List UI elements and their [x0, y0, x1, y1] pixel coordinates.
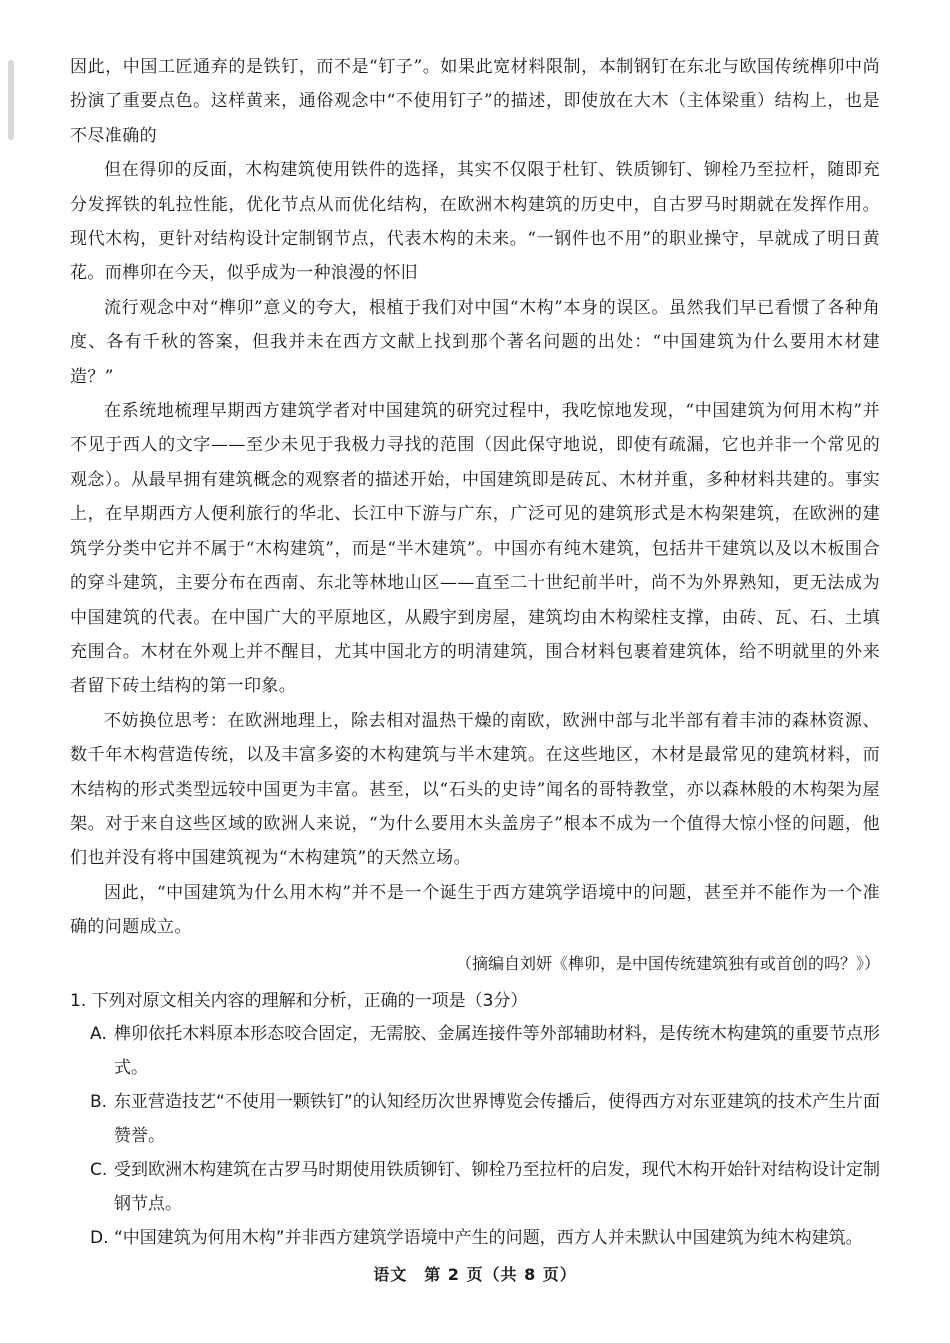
passage-paragraph-4: 在系统地梳理早期西方建筑学者对中国建筑的研究过程中，我吃惊地发现，“中国建筑为何用木构”并不见于西人的文字——至少未见于我极力寻找的范围（因此保守地说，即使有疏漏，它也并非一个常见的观念）。从最早拥有建筑概念的观察者的描述开始，中国建筑即是砖瓦、木材并重，多种材料共建的。事实上，在早期西方人便利旅行的华北、长江中下游与广东，广泛可见的建筑形式是木构架建筑，在欧洲的建筑学分类中它并不属于“木构建筑”，而是“半木建筑”。中国亦有纯木建筑，包括井干建筑以及以木板围合的穿斗建筑，主要分布在西南、东北等林地山区——直至二十世纪前半叶，尚不为外界熟知，更无法成为中国建筑的代表。在中国广大的平原地区，从殿宇到房屋，建筑均由木构梁柱支撑，由砖、瓦、石、土填充围合。木材在外观上并不醒目，尤其中国北方的明清建筑，围合材料包裹着建筑体，给不明就里的外来者留下砖土结构的第一印象。 — [70, 401, 880, 697]
option-letter: C. — [90, 1159, 108, 1180]
passage-source: （摘编自刘妍《榫卯，是中国传统建筑独有或首创的吗？》） — [455, 953, 880, 973]
scrollbar-thumb[interactable] — [8, 60, 14, 140]
option-text: 榫卯依托木料原本形态咬合固定，无需胶、金属连接件等外部辅助材料，是传统木构建筑的重要节点形式。 — [114, 1023, 880, 1078]
passage-paragraph-5: 不妨换位思考：在欧洲地理上，除去相对温热干燥的南欧，欧洲中部与北半部有着丰沛的森林资源、数千年木构营造传统，以及丰富多姿的木构建筑与半木建筑。在这些地区，木材是最常见的建筑材料，而木结构的形式类型远较中国更为丰富。甚至，以“石头的史诗”闻名的哥特教堂，亦以森林般的木构架为屋架。对于来自这些区域的欧洲人来说，“为什么要用木头盖房子”根本不成为一个值得大惊小怪的问题，他们也并没有将中国建筑视为“木构建筑”的天然立场。 — [70, 710, 880, 869]
option-c — [70, 1153, 880, 1221]
passage-paragraph-2: 但在得卯的反面，木构建筑使用铁件的选择，其实不仅限于杜钉、铁质铆钉、铆栓乃至拉杆，随即充分发挥铁的轧拉性能，优化节点从而优化结构，在欧洲木构建筑的历史中，自古罗马时期就在发挥作用。现代木构，更针对结构设计定制钢节点，代表木构的未来。“一钢件也不用”的职业操守，早就成了明日黄花。而榫卯在今天，似乎成为一种浪漫的怀旧 — [70, 160, 880, 284]
option-text: 受到欧洲木构建筑在古罗马时期使用铁质铆钉、铆栓乃至拉杆的启发，现代木构开始针对结构设计定制钢节点。 — [114, 1159, 880, 1214]
option-letter: A. — [90, 1023, 107, 1044]
exam-page — [70, 50, 880, 1255]
option-text: “中国建筑为何用木构”并非西方建筑学语境中产生的问题，西方人并未默认中国建筑为纯木构建筑。 — [114, 1227, 863, 1248]
reading-passage — [70, 50, 880, 981]
passage-paragraph-6: 因此，“中国建筑为什么用木构”并不是一个诞生于西方建筑学语境中的问题，甚至并不能作为一个准确的问题成立。 — [70, 882, 880, 938]
passage-paragraph-1: 因此，中国工匠通弃的是铁钉，而不是“钉子”。如果此宽材料限制，本制钢钉在东北与欧国传统榫卯中尚扮演了重要点色。这样黄来，通俗观念中“不使用钉子”的描述，即使放在大木（主体梁重）结构上，也是不尽准确的 — [70, 57, 880, 146]
question-1 — [70, 985, 880, 1255]
option-letter: B. — [90, 1091, 108, 1112]
option-a — [70, 1017, 880, 1085]
page-footer: 语文 第 2 页（共 8 页） — [373, 1265, 577, 1284]
option-letter: D. — [90, 1227, 109, 1248]
question-stem: 1. 下列对原文相关内容的理解和分析，正确的一项是（3分） — [70, 990, 528, 1011]
option-b — [70, 1085, 880, 1153]
option-text: 东亚营造技艺“不使用一颗铁钉”的认知经历次世界博览会传播后，使得西方对东亚建筑的技术产生片面赞誉。 — [114, 1091, 880, 1146]
passage-paragraph-3: 流行观念中对“榫卯”意义的夸大，根植于我们对中国“木构”本身的误区。虽然我们早已看惯了各种角度、各有千秋的答案，但我并未在西方文献上找到那个著名问题的出处：“中国建筑为什么要用木材建造？” — [70, 297, 880, 387]
option-d — [70, 1221, 880, 1255]
